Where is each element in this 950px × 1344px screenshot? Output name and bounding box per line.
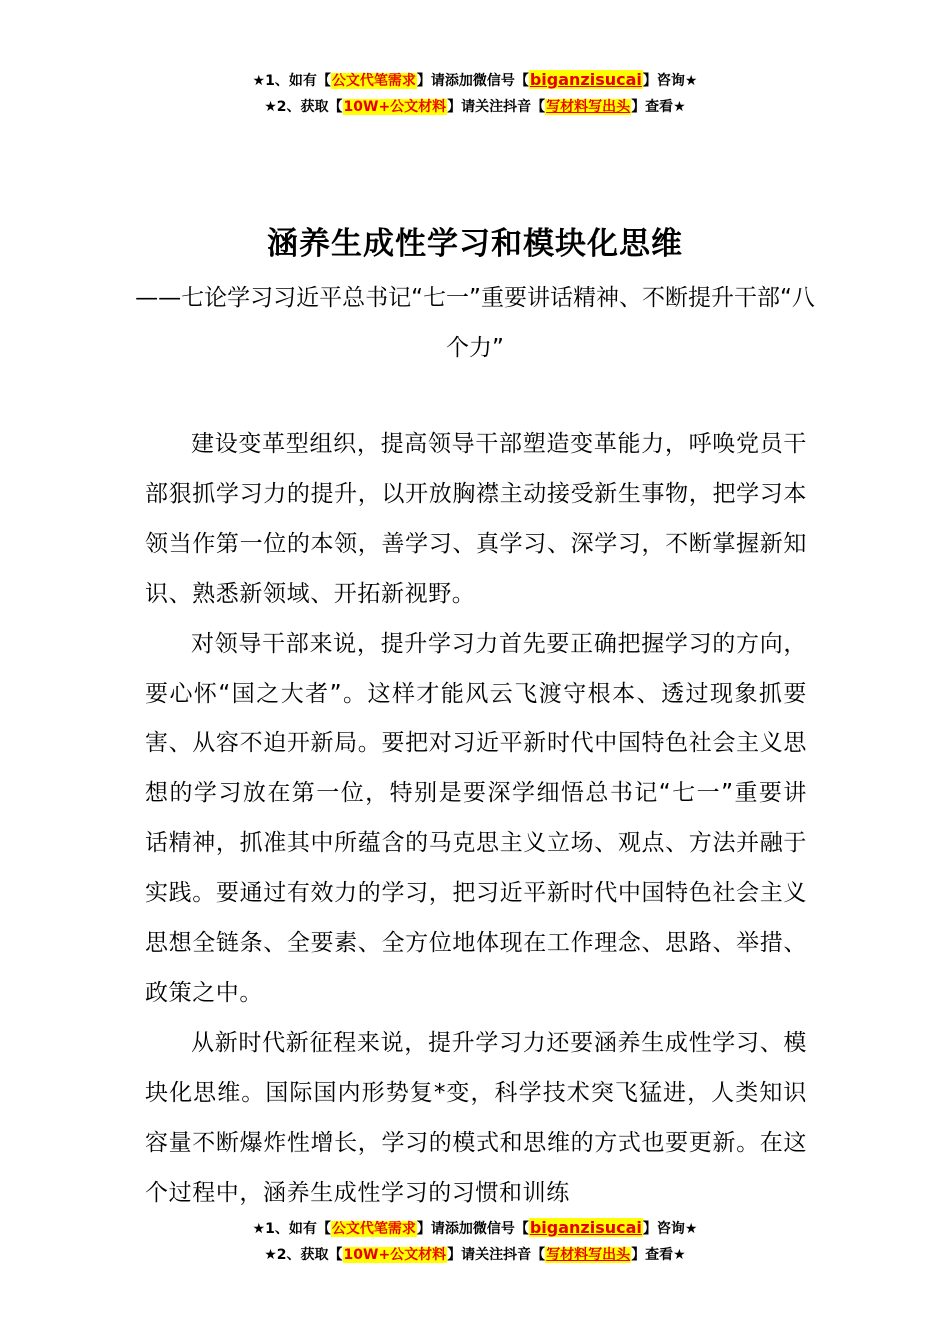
header-banner [0, 67, 950, 120]
banner-line-2: ★2、获取【10W+公文材料】请关注抖音【写材料写出头】查看★ [264, 1247, 686, 1263]
banner-line-2: ★2、获取【10W+公文材料】请关注抖音【写材料写出头】查看★ [264, 99, 686, 115]
document-subtitle: ——七论学习习近平总书记“七一”重要讲话精神、不断提升干部“八个力” [135, 285, 815, 361]
banner-line-1: ★1、如有【公文代笔需求】请添加微信号【biganzisucai】咨询★ [252, 1218, 698, 1237]
footer-banner [0, 1215, 950, 1268]
document-title: 涵养生成性学习和模块化思维 [267, 226, 683, 262]
douyin-account-link[interactable]: 写材料写出头 [546, 99, 631, 115]
document-body [145, 420, 807, 1219]
paragraph: 建设变革型组织，提高领导干部塑造变革能力，呼唤党员干部狠抓学习力的提升，以开放胸襟主动接受新生事物，把学习本领当作第一位的本领，善学习、真学习、深学习，不断掌握新知识、熟悉新领域、开拓新视野。 [145, 431, 807, 607]
highlight-writing-service: 公文代笔需求 [331, 73, 416, 89]
paragraph: 从新时代新征程来说，提升学习力还要涵养生成性学习、模块化思维。国际国内形势复*变，科学技术突飞猛进，人类知识容量不断爆炸性增长，学习的模式和思维的方式也要更新。在这个过程中，涵养生成性学习的习惯和训练 [145, 1029, 807, 1206]
banner-line-1: ★1、如有【公文代笔需求】请添加微信号【biganzisucai】咨询★ [252, 70, 698, 89]
wechat-id-link[interactable]: biganzisucai [529, 1218, 642, 1237]
paragraph: 对领导干部来说，提升学习力首先要正确把握学习的方向，要心怀“国之大者”。这样才能风云飞渡守根本、透过现象抓要害、从容不迫开新局。要把对习近平新时代中国特色社会主义思想的学习放在第一位，特别是要深学细悟总书记“七一”重要讲话精神，抓准其中所蕴含的马克思主义立场、观点、方法并融于实践。要通过有效力的学习，把习近平新时代中国特色社会主义思想全链条、全要素、全方位地体现在工作理念、思路、举措、政策之中。 [145, 630, 807, 1006]
highlight-writing-service: 公文代笔需求 [331, 1221, 416, 1237]
highlight-materials: 10W+公文材料 [343, 99, 447, 115]
highlight-materials: 10W+公文材料 [343, 1247, 447, 1263]
douyin-account-link[interactable]: 写材料写出头 [546, 1247, 631, 1263]
wechat-id-link[interactable]: biganzisucai [529, 70, 642, 89]
